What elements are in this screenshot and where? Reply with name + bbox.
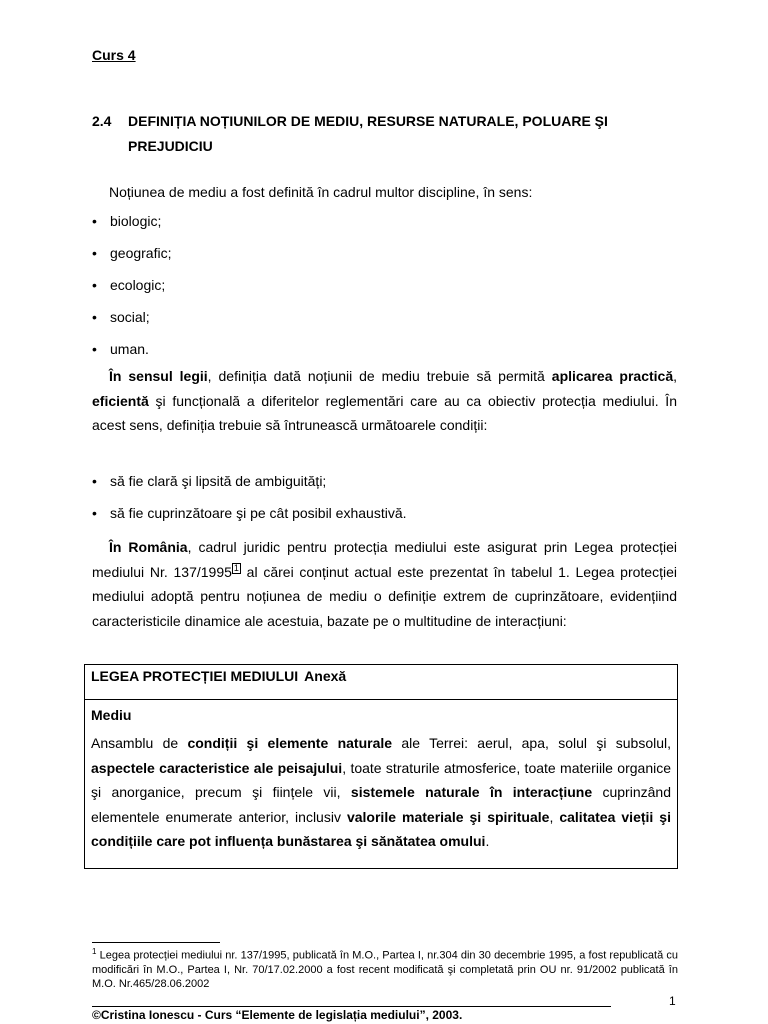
list-item: • să fie clară şi lipsită de ambiguități; [92, 472, 407, 504]
section-heading [92, 109, 682, 159]
footnote [92, 945, 678, 991]
romania-paragraph [92, 535, 677, 633]
bold-phrase: sistemele naturale în interacțiune [350, 784, 593, 800]
definition-text: , toate straturile atmosferice, toate materiile organice şi anorganice, precum şi ființele vii, [91, 759, 672, 800]
paragraph-text: , [673, 368, 678, 384]
definition-text: cuprinzând elementele enumerate anterior, inclusiv [91, 784, 671, 825]
law-box-header [85, 665, 677, 700]
bold-phrase: valorile materiale şi spirituale [346, 808, 550, 825]
paragraph-text: , definiția dată noțiunii de mediu trebuie să permită [207, 368, 552, 384]
bold-phrase: În România [109, 539, 188, 555]
list-item: • biologic; [92, 212, 171, 244]
definition-text: . [485, 833, 490, 849]
intro-paragraph: Noțiunea de mediu a fost definită în cadrul multor discipline, în sens: [109, 184, 533, 200]
list-item: • geografic; [92, 244, 171, 276]
bold-phrase: aspectele caracteristice ale peisajului [91, 759, 343, 776]
definition-text: , [549, 808, 560, 825]
footer-credit: ©Cristina Ionescu - Curs “Elemente de legislația mediului”, 2003. [92, 1008, 463, 1022]
list-item: • ecologic; [92, 276, 171, 308]
senses-list [92, 212, 171, 372]
bold-phrase: eficientă [92, 392, 149, 409]
term-title: Mediu [91, 707, 132, 723]
definition-text: ale Terrei: aerul, apa, solul şi subsolul, [392, 735, 672, 751]
list-item: • social; [92, 308, 171, 340]
list-item: • uman. [92, 340, 171, 372]
paragraph-text: şi funcțională a diferitelor reglementări care au ca obiectiv protecția mediului. În acest sens, definiția trebuie să întrunească următoarele condiții: [92, 392, 677, 433]
page-number: 1 [669, 994, 676, 1008]
conditions-list [92, 472, 407, 536]
annex-label: Anexă [304, 668, 347, 684]
footnote-mark: 1 [92, 947, 97, 956]
section-number: 2.4 [92, 113, 112, 129]
list-item: • să fie cuprinzătoare şi pe cât posibil exhaustivă. [92, 504, 407, 536]
course-label: Curs 4 [92, 47, 136, 63]
bold-phrase: condiții şi elemente naturale [187, 735, 393, 751]
footnote-reference[interactable]: 1 [233, 562, 239, 573]
term-definition [91, 731, 671, 854]
paragraph-text: al cărei conținut actual este prezentat în tabelul 1. Legea protecției mediului adoptă pentru noțiunea de mediu o definiție extrem de cuprinzătoare, evidențiind caracteristicile dinamice ale acestuia, bazate pe o multitudine de interacțiuni: [92, 563, 677, 629]
law-heading: LEGEA PROTECȚIEI MEDIULUI [91, 668, 299, 684]
footer-separator [92, 1006, 611, 1007]
law-definition-box [84, 664, 678, 869]
bold-phrase: În sensul legii [109, 368, 208, 384]
bold-phrase: aplicarea practică [551, 368, 674, 384]
footnote-separator [92, 942, 220, 943]
legal-sense-paragraph [92, 364, 677, 438]
bold-phrase: calitatea vieții şi condițiile care pot influența bunăstarea şi sănătatea omului [91, 808, 671, 849]
paragraph-text: , cadrul juridic pentru protecția mediului este asigurat prin Legea protecției mediului Nr. 137/1995 [92, 539, 677, 580]
definition-text: Ansamblu de [91, 735, 188, 751]
footnote-text: Legea protecției mediului nr. 137/1995, publicată în M.O., Partea I, nr.304 din 30 decembrie 1995, a fost republicată cu modificări în M.O., Partea I, Nr. 70/17.02.2000 a fost recent modificată şi completată prin OU nr. 91/2002 publicată în M.O. Nr.465/28.06.2002 [92, 949, 678, 990]
section-title: DEFINIȚIA NOȚIUNILOR DE MEDIU, RESURSE NATURALE, POLUARE ŞI PREJUDICIU [128, 113, 608, 154]
